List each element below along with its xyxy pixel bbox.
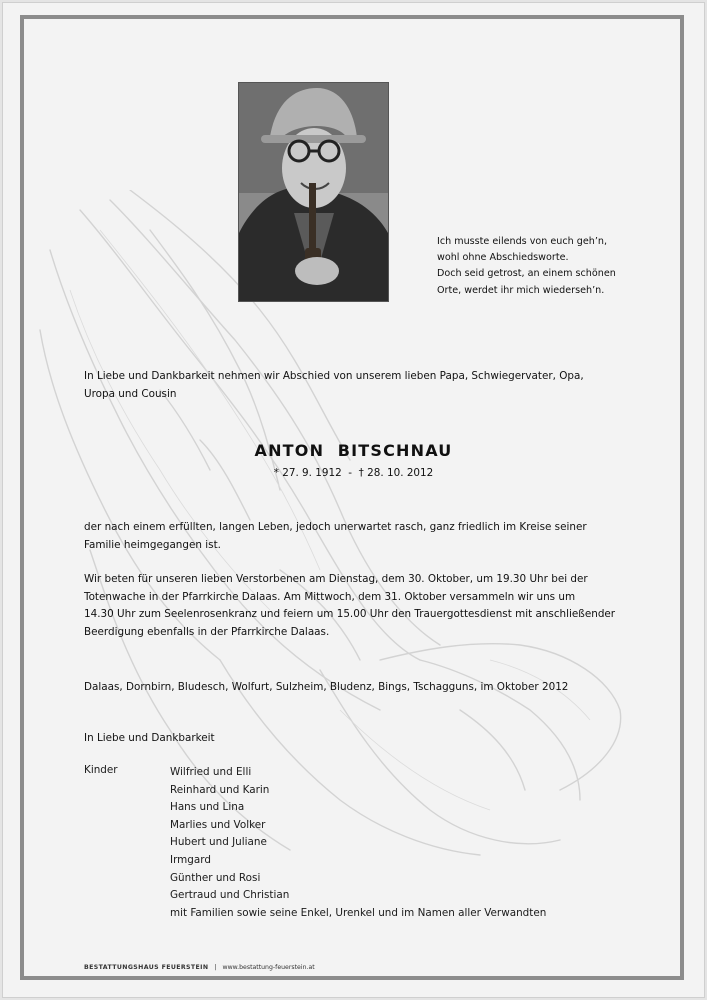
passing-line: der nach einem erfüllten, langen Leben, jedoch unerwartet rasch, ganz friedlich im Kreise seiner xyxy=(84,521,587,533)
list-item: mit Familien sowie seine Enkel, Urenkel und im Namen aller Verwandten xyxy=(170,906,547,919)
list-item: Reinhard und Karin xyxy=(170,783,270,796)
intro-line: In Liebe und Dankbarkeit nehmen wir Abschied von unserem lieben Papa, Schwiegervater, Opa, xyxy=(84,370,584,382)
list-item: Hubert und Juliane xyxy=(170,836,267,849)
service-line: Totenwache in der Pfarrkirche Dalaas. Am Mittwoch, dem 31. Oktober versammeln wir uns um xyxy=(84,590,576,603)
places-text: Dalaas, Dornbirn, Bludesch, Wolfurt, Sulzheim, Bludenz, Bings, Tschagguns, im Oktober 2012 xyxy=(84,681,569,693)
intro-text xyxy=(84,368,584,403)
footer xyxy=(84,964,315,971)
list-item: Gertraud und Christian xyxy=(170,889,290,902)
deceased-name: ANTON BITSCHNAU xyxy=(254,441,453,460)
mourners-label: Kinder xyxy=(84,764,118,776)
service-line: 14.30 Uhr zum Seelenrosenkranz und feiern um 15.00 Uhr den Trauergottesdienst mit anschließender xyxy=(84,608,616,620)
portrait-photo xyxy=(238,82,389,302)
portrait-image xyxy=(239,83,388,301)
service-line: Beerdigung ebenfalls in der Pfarrkirche Dalaas. xyxy=(84,625,330,638)
passing-text xyxy=(84,519,587,554)
list-item: Wilfried und Elli xyxy=(170,766,252,778)
mourners-list xyxy=(170,764,546,922)
list-item: Irmgard xyxy=(170,853,211,866)
poem-line: Doch seid getrost, an einem schönen xyxy=(437,268,616,280)
list-item: Günther und Rosi xyxy=(170,871,261,884)
passing-line: Familie heimgegangen ist. xyxy=(84,538,221,551)
places-date-line xyxy=(84,679,568,697)
list-item: Hans und Lina xyxy=(170,801,245,814)
life-dates: * 27. 9. 1912 - † 28. 10. 2012 xyxy=(273,467,434,479)
service-line: Wir beten für unseren lieben Verstorbenen am Dienstag, dem 30. Oktober, um 19.30 Uhr bei der xyxy=(84,573,588,585)
poem-line: wohl ohne Abschiedsworte. xyxy=(437,252,569,264)
poem-line: Ich musste eilends von euch geh’n, xyxy=(437,236,608,247)
footer-separator: | xyxy=(214,964,217,971)
service-text xyxy=(84,571,615,641)
website-link[interactable]: www.bestattung-feuerstein.at xyxy=(222,964,315,971)
list-item: Marlies und Volker xyxy=(170,818,266,831)
closing-line: In Liebe und Dankbarkeit xyxy=(84,732,215,744)
farewell-poem xyxy=(437,234,657,299)
poem-line: Orte, werdet ihr mich wiederseh’n. xyxy=(437,284,605,296)
closing-text xyxy=(84,730,215,748)
intro-line: Uropa und Cousin xyxy=(84,387,177,400)
funeral-home-name: BESTATTUNGSHAUS FEUERSTEIN xyxy=(84,964,209,971)
